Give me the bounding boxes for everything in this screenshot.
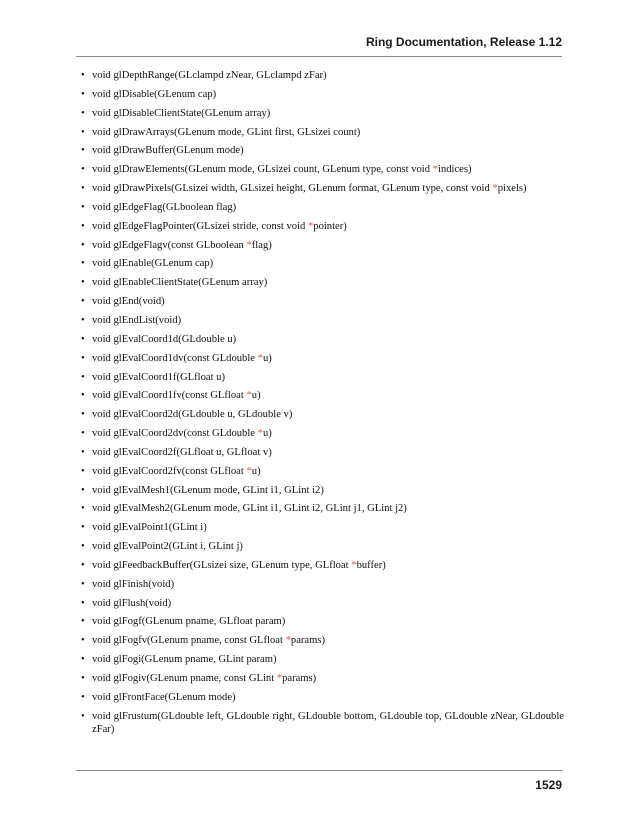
pointer-asterisk: * [492, 183, 498, 195]
function-signature: void glFrustum(GLdouble left, GLdouble right, GLdouble bottom, GLdouble top, GLdouble zNear, GLdouble zFar) [92, 710, 564, 735]
list-item [76, 540, 564, 553]
bullet-icon: • [81, 277, 85, 289]
bullet-icon: • [81, 371, 85, 383]
list-item [76, 408, 564, 421]
function-signature: void glEvalPoint2(GLint i, GLint j) [92, 541, 243, 553]
function-signature: void glEvalMesh1(GLenum mode, GLint i1, GLint i2) [92, 484, 324, 496]
function-signature: void glFogf(GLenum pname, GLfloat param) [92, 616, 286, 628]
function-signature: void glEvalCoord1dv(const GLdouble [92, 352, 258, 364]
function-signature: void glEnd(void) [92, 296, 165, 308]
function-signature: void glDrawBuffer(GLenum mode) [92, 145, 244, 157]
pointer-asterisk: * [285, 635, 291, 647]
bullet-icon: • [81, 446, 85, 458]
list-item [76, 484, 564, 497]
pointer-asterisk: * [432, 164, 438, 176]
list-item [76, 352, 564, 365]
bullet-icon: • [81, 183, 85, 195]
function-list [76, 69, 564, 742]
list-item [76, 107, 564, 120]
bullet-icon: • [81, 484, 85, 496]
function-signature: void glEvalCoord2fv(const GLfloat [92, 465, 247, 477]
pointer-asterisk: * [257, 428, 263, 440]
function-signature-tail: indices) [438, 164, 472, 176]
bullet-icon: • [81, 258, 85, 270]
list-item [76, 389, 564, 402]
bullet-icon: • [81, 559, 85, 571]
list-item [76, 144, 564, 157]
list-item [76, 672, 564, 685]
bullet-icon: • [81, 220, 85, 232]
function-signature-tail: pointer) [313, 220, 347, 232]
function-signature: void glEvalCoord1d(GLdouble u) [92, 333, 237, 345]
list-item [76, 597, 564, 610]
bullet-icon: • [81, 296, 85, 308]
bullet-icon: • [81, 522, 85, 534]
list-item [76, 446, 564, 459]
bullet-icon: • [81, 654, 85, 666]
bullet-icon: • [81, 145, 85, 157]
function-signature-tail: u) [251, 390, 261, 402]
list-item [76, 126, 564, 139]
function-signature: void glFogi(GLenum pname, GLint param) [92, 654, 277, 666]
function-signature: void glDisableClientState(GLenum array) [92, 107, 271, 119]
function-signature-tail: u) [262, 352, 272, 364]
pointer-asterisk: * [276, 673, 283, 684]
function-signature: void glEnableClientState(GLenum array) [92, 277, 268, 289]
bullet-icon: • [81, 164, 85, 176]
list-item [76, 521, 564, 534]
bullet-icon: • [81, 126, 85, 138]
function-signature: void glFlush(void) [92, 597, 172, 609]
bullet-icon: • [81, 578, 85, 590]
function-signature: void glEvalCoord1fv(const GLfloat [92, 390, 247, 402]
bullet-icon: • [81, 465, 85, 477]
function-signature: void glFrontFace(GLenum mode) [92, 691, 236, 703]
function-signature-tail: params) [290, 635, 326, 647]
function-signature-tail: u) [262, 428, 272, 440]
bullet-icon: • [81, 390, 85, 402]
list-item [76, 163, 564, 176]
function-signature: void glEdgeFlagv(const GLboolean [92, 239, 247, 251]
bullet-icon: • [81, 616, 85, 628]
function-signature: void glEndList(void) [92, 314, 182, 326]
bullet-icon: • [81, 107, 85, 119]
list-item [76, 615, 564, 628]
page-header-title: Ring Documentation, Release 1.12 [365, 35, 562, 49]
bullet-icon: • [81, 333, 85, 345]
page-number: 1529 [535, 778, 562, 792]
bullet-icon: • [81, 691, 85, 703]
list-item [76, 257, 564, 270]
bullet-icon: • [81, 503, 85, 515]
pointer-asterisk: * [246, 390, 252, 402]
bullet-icon: • [81, 88, 85, 100]
list-item [76, 710, 564, 736]
list-item [76, 653, 564, 666]
pointer-asterisk: * [246, 465, 252, 477]
list-item [76, 88, 564, 101]
list-item [76, 276, 564, 289]
list-item [76, 239, 564, 252]
function-signature-tail: flag) [251, 239, 272, 251]
function-signature: void glEvalPoint1(GLint i) [92, 522, 207, 534]
list-item [76, 371, 564, 384]
function-signature-tail: params) [282, 673, 317, 684]
function-signature: void glEdgeFlagPointer(GLsizei stride, const void [92, 220, 308, 232]
list-item [76, 502, 564, 515]
pointer-asterisk: * [307, 220, 314, 232]
pointer-asterisk: * [351, 559, 357, 571]
function-signature: void glEvalMesh2(GLenum mode, GLint i1, GLint i2, GLint j1, GLint j2) [92, 503, 407, 515]
function-signature: void glEvalCoord2d(GLdouble u, GLdouble v) [92, 409, 293, 421]
list-item [76, 465, 564, 478]
bullet-icon: • [81, 314, 85, 326]
function-signature: void glDisable(GLenum cap) [92, 88, 217, 100]
list-item [76, 691, 564, 704]
bullet-icon: • [81, 239, 85, 251]
bullet-icon: • [81, 70, 85, 81]
list-item [76, 182, 564, 195]
bullet-icon: • [81, 201, 85, 213]
function-signature: void glDepthRange(GLclampd zNear, GLclampd zFar) [92, 70, 327, 81]
function-signature-tail: buffer) [356, 559, 386, 571]
function-signature: void glEdgeFlag(GLboolean flag) [92, 201, 237, 213]
list-item [76, 427, 564, 440]
list-item [76, 578, 564, 591]
bullet-icon: • [81, 409, 85, 421]
function-signature: void glEvalCoord2dv(const GLdouble [92, 428, 258, 440]
bullet-icon: • [81, 352, 85, 364]
pointer-asterisk: * [257, 352, 263, 364]
function-signature-tail: pixels) [497, 183, 527, 195]
bullet-icon: • [81, 635, 85, 647]
list-item [76, 559, 564, 572]
function-signature: void glEnable(GLenum cap) [92, 258, 214, 270]
bullet-icon: • [81, 597, 85, 609]
function-signature: void glFinish(void) [92, 578, 175, 590]
list-item [76, 295, 564, 308]
function-signature: void glEvalCoord1f(GLfloat u) [92, 371, 225, 383]
function-signature: void glFeedbackBuffer(GLsizei size, GLenum type, GLfloat [92, 559, 352, 571]
function-signature: void glFogfv(GLenum pname, const GLfloat [92, 635, 286, 647]
bullet-icon: • [81, 428, 85, 440]
list-item [76, 314, 564, 327]
list-item [76, 634, 564, 647]
function-signature-tail: u) [251, 465, 261, 477]
bullet-icon: • [81, 541, 85, 553]
footer-divider [76, 770, 562, 771]
function-signature: void glDrawPixels(GLsizei width, GLsizei height, GLenum format, GLenum type, const void [92, 183, 493, 195]
list-item [76, 220, 564, 233]
function-signature: void glFogiv(GLenum pname, const GLint [92, 673, 277, 684]
function-signature: void glEvalCoord2f(GLfloat u, GLfloat v) [92, 446, 272, 458]
list-item [76, 201, 564, 214]
header-divider [76, 56, 562, 57]
bullet-icon: • [81, 710, 85, 722]
function-signature: void glDrawArrays(GLenum mode, GLint first, GLsizei count) [92, 126, 361, 138]
list-item [76, 69, 564, 82]
list-item [76, 333, 564, 346]
function-signature: void glDrawElements(GLenum mode, GLsizei count, GLenum type, const void [92, 164, 433, 176]
pointer-asterisk: * [246, 239, 252, 251]
bullet-icon: • [81, 673, 85, 684]
